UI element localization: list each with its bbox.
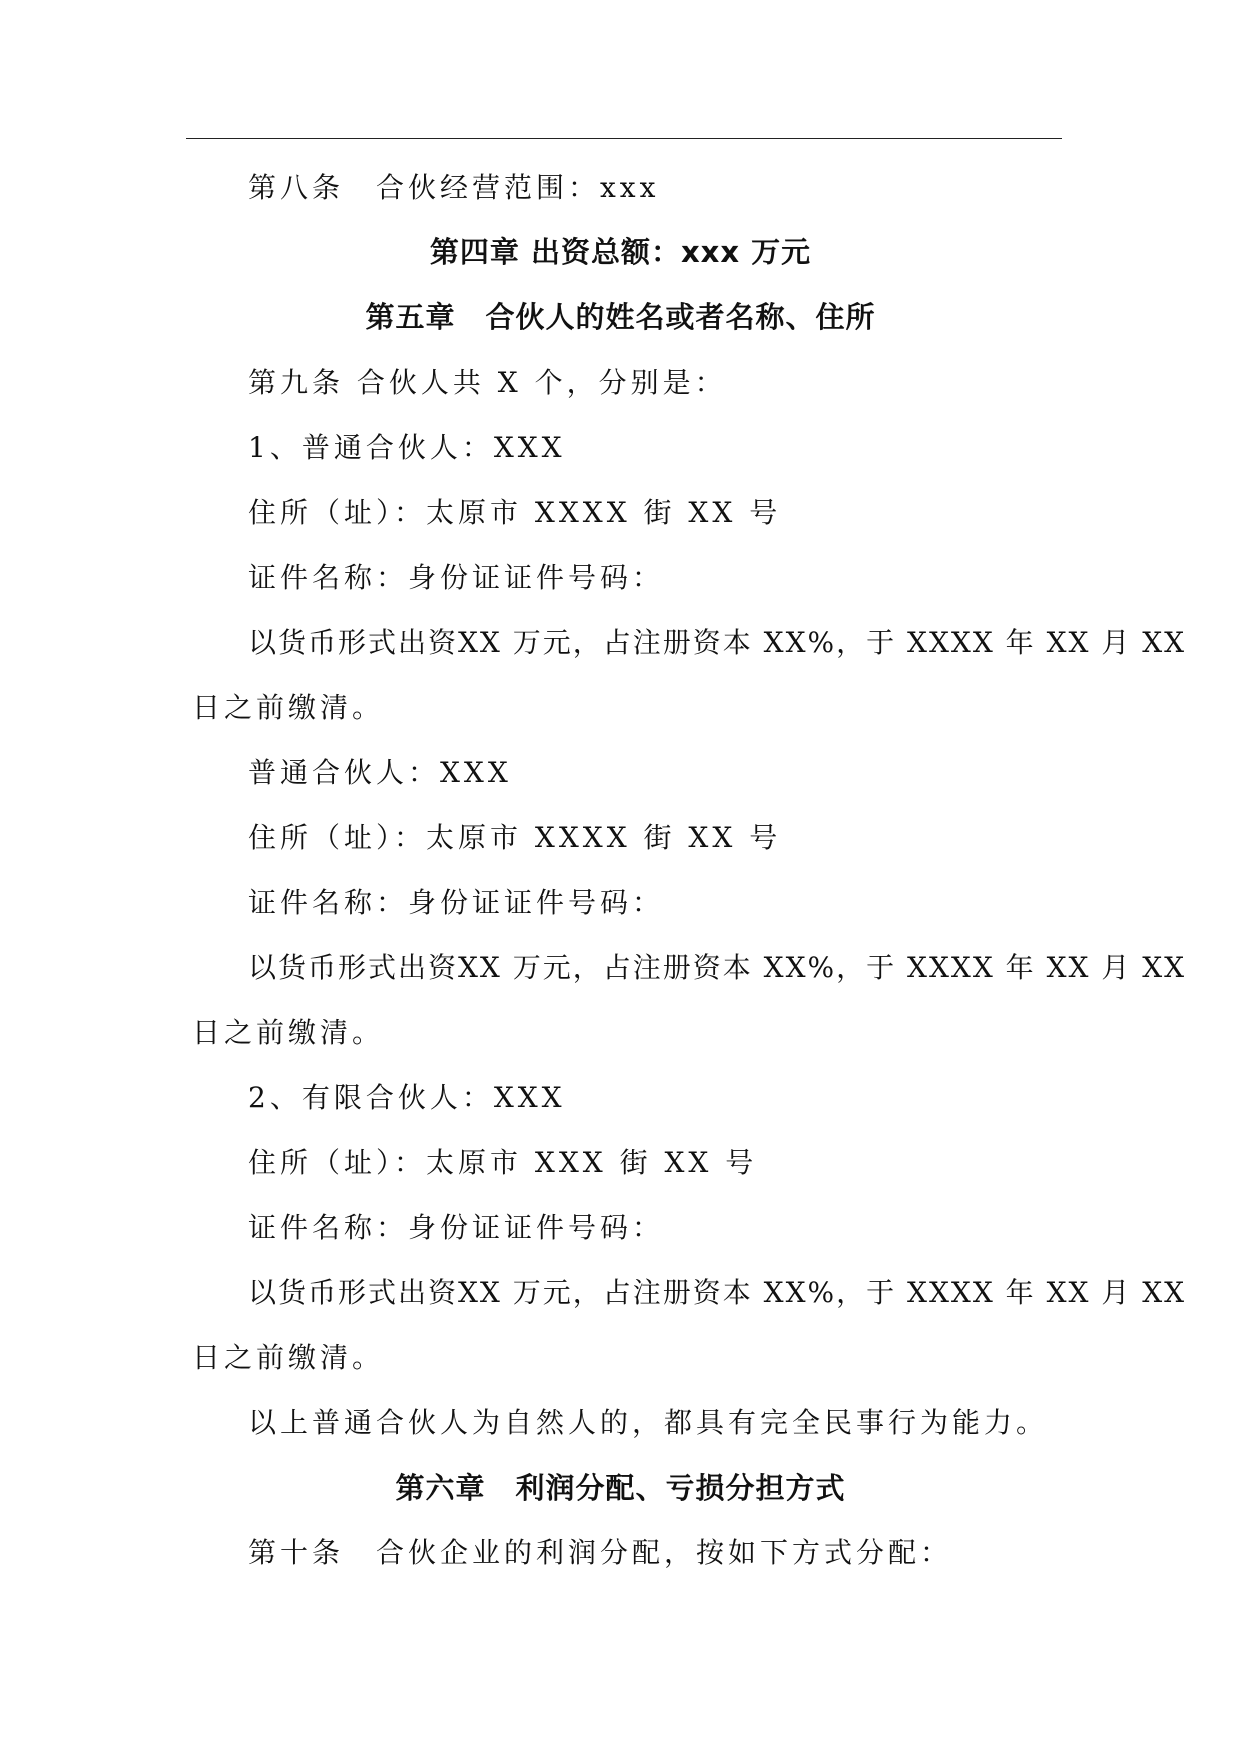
partner-1-id: 证件名称：身份证证件号码： xyxy=(248,561,665,594)
chapter-6-heading: 第六章 利润分配、亏损分担方式 xyxy=(395,1471,846,1505)
partner-2-name: 普通合伙人：XXX xyxy=(248,756,512,789)
partner-2-id: 证件名称：身份证证件号码： xyxy=(248,886,665,919)
article-10: 第十条 合伙企业的利润分配，按如下方式分配： xyxy=(248,1536,953,1569)
partner-2-contribution: 以货币形式出资XX 万元，占注册资本 XX%，于 XXXX 年 XX 月 XX xyxy=(248,951,1187,984)
partner-1-contribution-cont: 日之前缴清。 xyxy=(192,691,385,724)
article-9: 第九条 合伙人共 X 个，分别是： xyxy=(248,366,727,399)
article-8: 第八条 合伙经营范围：xxx xyxy=(248,171,660,204)
limited-partner-id: 证件名称：身份证证件号码： xyxy=(248,1211,665,1244)
partner-1-name: 1、普通合伙人：XXX xyxy=(248,431,566,464)
header-rule xyxy=(186,138,1062,139)
partner-2-contribution-cont: 日之前缴清。 xyxy=(192,1016,385,1049)
chapter-5-heading: 第五章 合伙人的姓名或者名称、住所 xyxy=(365,300,876,334)
partner-2-address: 住所（址）：太原市 XXXX 街 XX 号 xyxy=(248,821,782,854)
partner-1-contribution: 以货币形式出资XX 万元，占注册资本 XX%，于 XXXX 年 XX 月 XX xyxy=(248,626,1187,659)
capacity-statement: 以上普通合伙人为自然人的，都具有完全民事行为能力。 xyxy=(248,1406,1049,1439)
limited-partner-address: 住所（址）：太原市 XXX 街 XX 号 xyxy=(248,1146,758,1179)
chapter-4-heading: 第四章 出资总额：xxx 万元 xyxy=(429,235,812,269)
limited-partner-contribution: 以货币形式出资XX 万元，占注册资本 XX%，于 XXXX 年 XX 月 XX xyxy=(248,1276,1187,1309)
limited-partner-name: 2、有限合伙人：XXX xyxy=(248,1081,566,1114)
partner-1-address: 住所（址）：太原市 XXXX 街 XX 号 xyxy=(248,496,782,529)
limited-partner-contribution-cont: 日之前缴清。 xyxy=(192,1341,385,1374)
